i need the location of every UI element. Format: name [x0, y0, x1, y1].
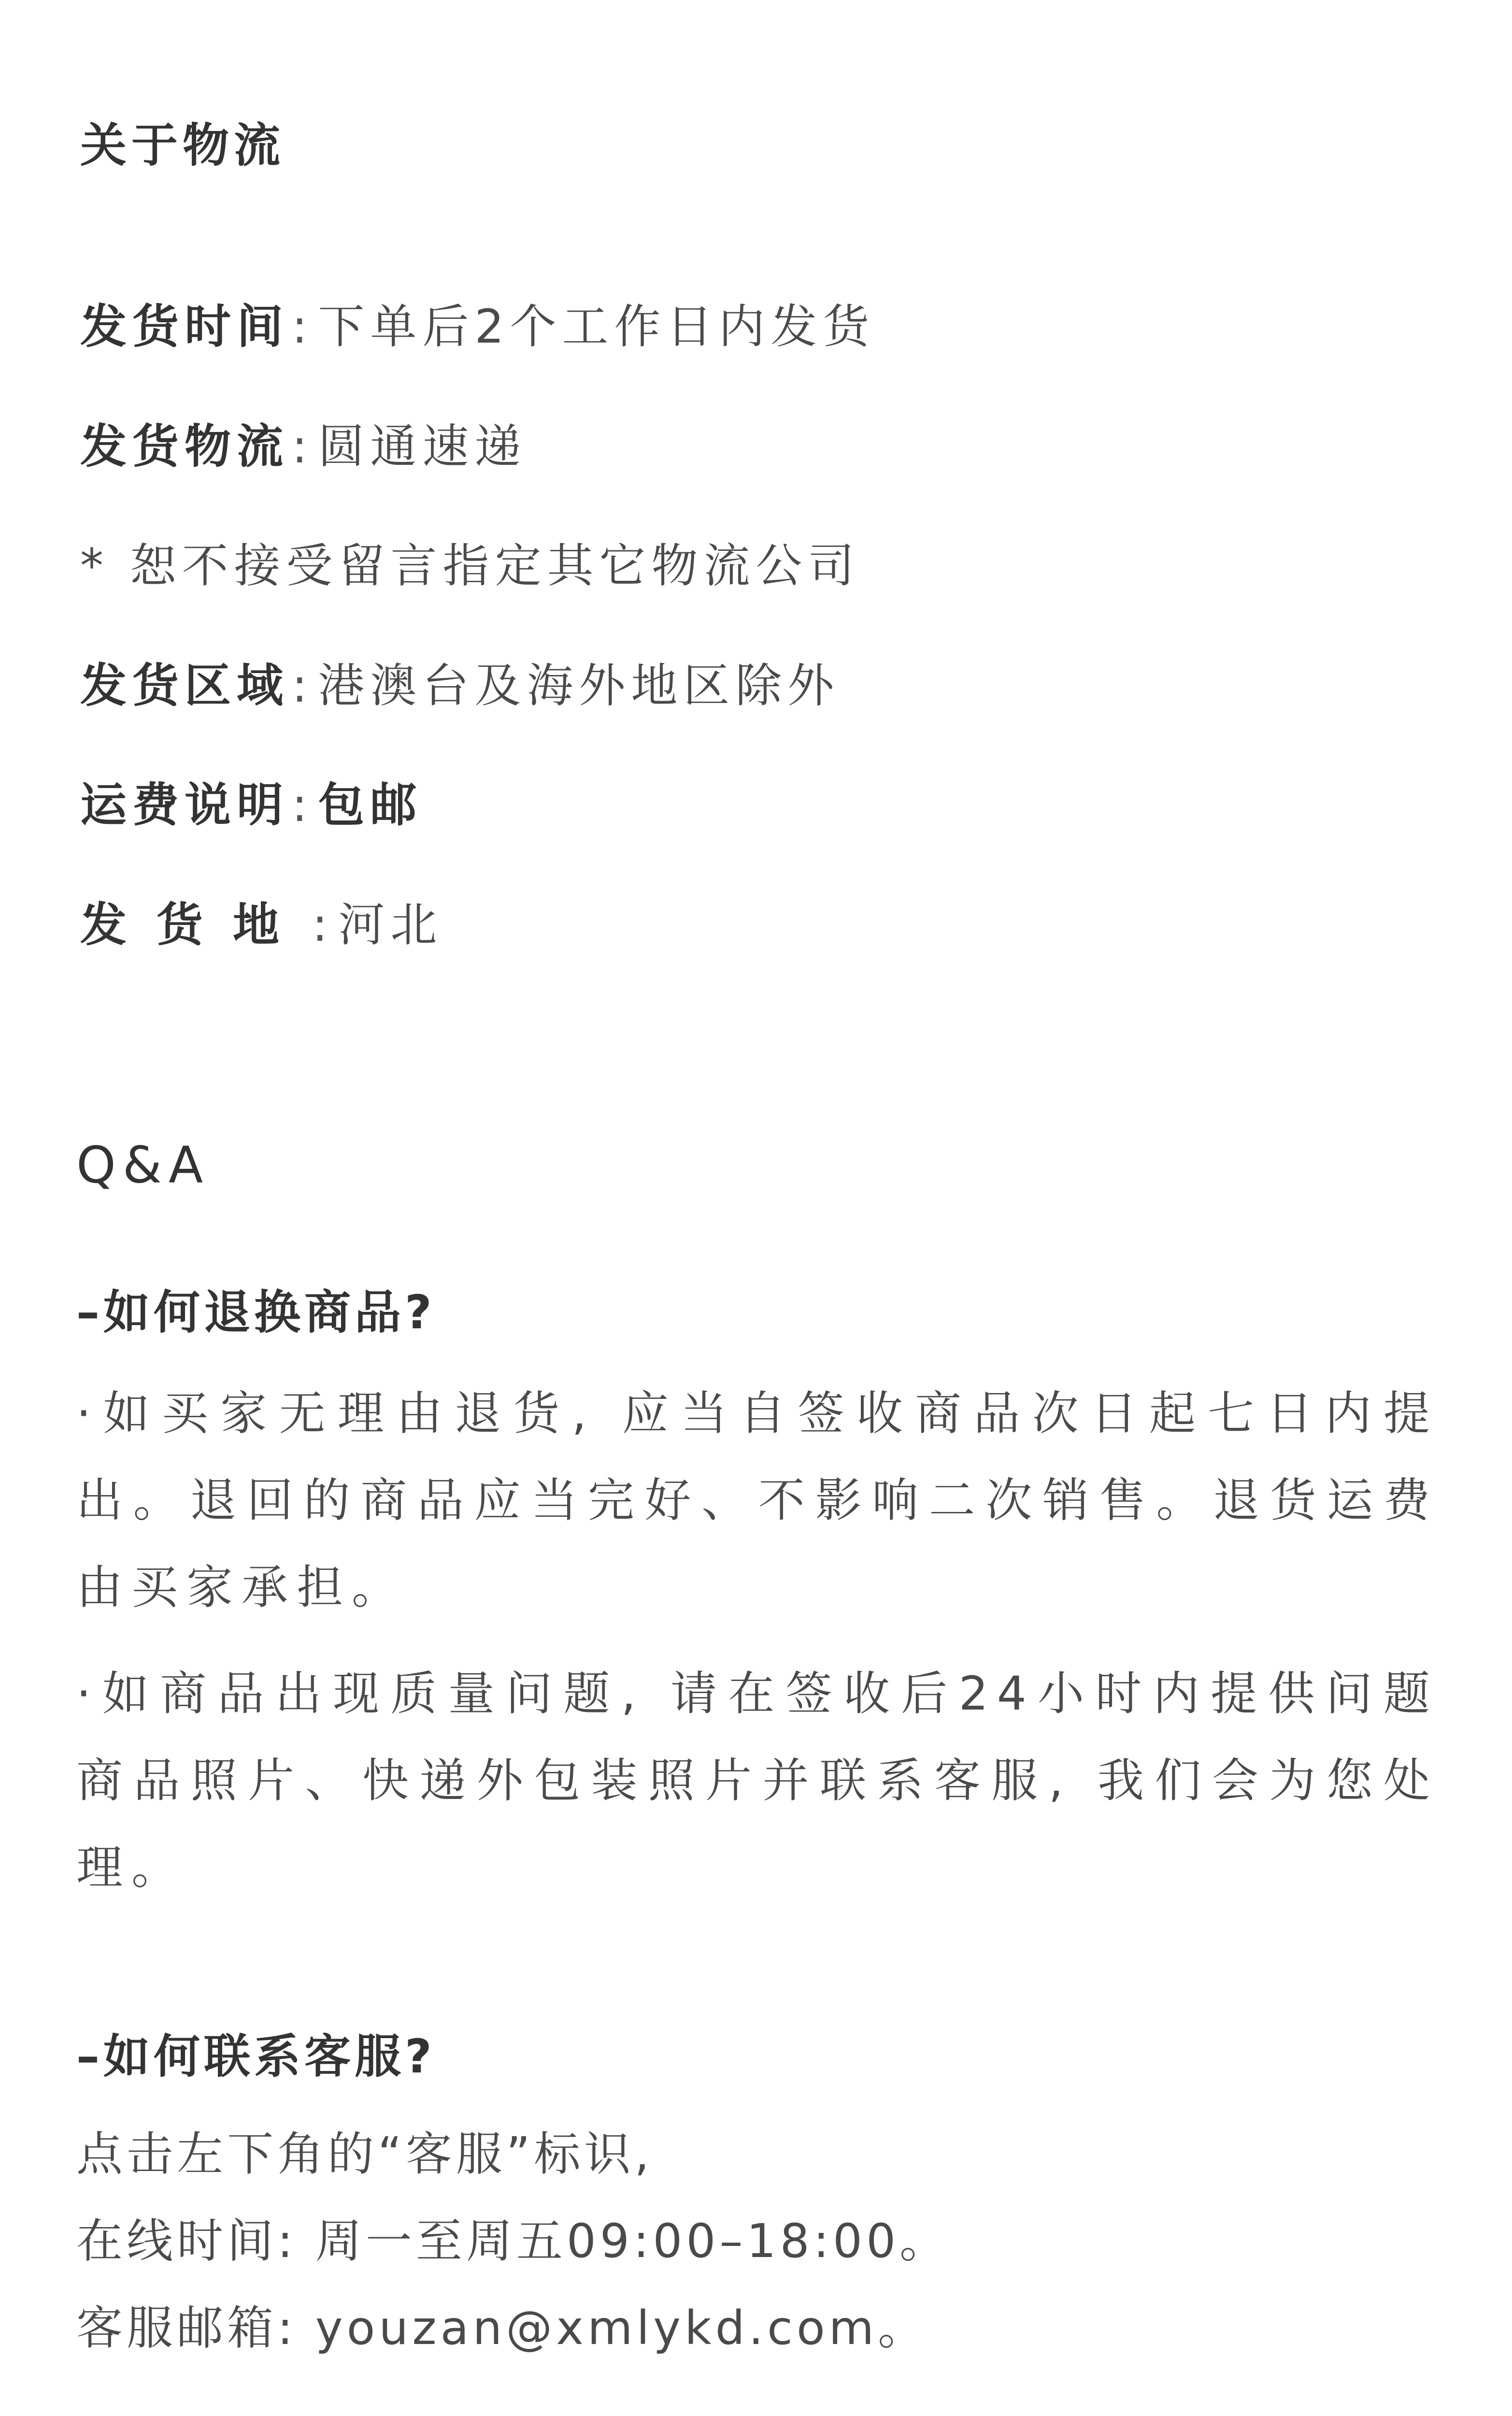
contact-paragraph	[76, 2111, 1439, 2372]
ship-time-label: 发货时间	[80, 300, 289, 354]
origin-value: 河北	[338, 898, 443, 952]
returns-question: –如何退换商品?	[76, 1285, 436, 1339]
contact-line-3: 客服邮箱: youzan@xmlykd.com。	[76, 2301, 928, 2355]
qa-section-title: Q&A	[76, 1136, 210, 1194]
region-label: 发货区域	[80, 659, 289, 713]
fee-separator: :	[292, 778, 314, 832]
contact-line-2: 在线时间: 周一至周五09:00–18:00。	[76, 2214, 950, 2268]
returns-p1-line-2: 出。退回的商品应当完好、不影响二次销售。退货运费	[76, 1473, 1439, 1527]
returns-p1-line-3: 由买家承担。	[76, 1560, 407, 1614]
region-value: 港澳台及海外地区除外	[318, 659, 840, 713]
courier-note: * 恕不接受留言指定其它物流公司	[80, 539, 860, 593]
ship-time-row	[80, 290, 875, 356]
contact-question: –如何联系客服?	[76, 2029, 436, 2084]
courier-row	[80, 410, 527, 476]
fee-label: 运费说明	[80, 778, 289, 832]
returns-p2-line-2: 商品照片、快递外包装照片并联系客服, 我们会为您处	[76, 1754, 1439, 1808]
courier-label: 发货物流	[80, 419, 289, 474]
region-row	[80, 649, 840, 715]
fee-row	[80, 768, 422, 834]
returns-p2-line-3: 理。	[76, 1841, 186, 1895]
region-separator: :	[292, 659, 314, 713]
returns-p1-line-1: ·如买家无理由退货, 应当自签收商品次日起七日内提	[76, 1386, 1439, 1440]
origin-row	[80, 888, 442, 954]
logistics-section-title: 关于物流	[80, 118, 285, 173]
origin-separator: :	[312, 898, 334, 952]
courier-value: 圆通速递	[318, 419, 527, 474]
courier-separator: :	[292, 419, 314, 474]
ship-time-value: 下单后2个工作日内发货	[318, 300, 875, 354]
returns-paragraph-2	[76, 1650, 1439, 1911]
returns-paragraph-1	[76, 1370, 1439, 1631]
ship-time-separator: :	[292, 300, 314, 354]
fee-value: 包邮	[318, 778, 423, 832]
returns-p2-line-1: ·如商品出现质量问题, 请在签收后24小时内提供问题	[76, 1667, 1439, 1721]
origin-label: 发货地	[80, 898, 309, 952]
contact-line-1: 点击左下角的“客服”标识,	[76, 2127, 653, 2181]
